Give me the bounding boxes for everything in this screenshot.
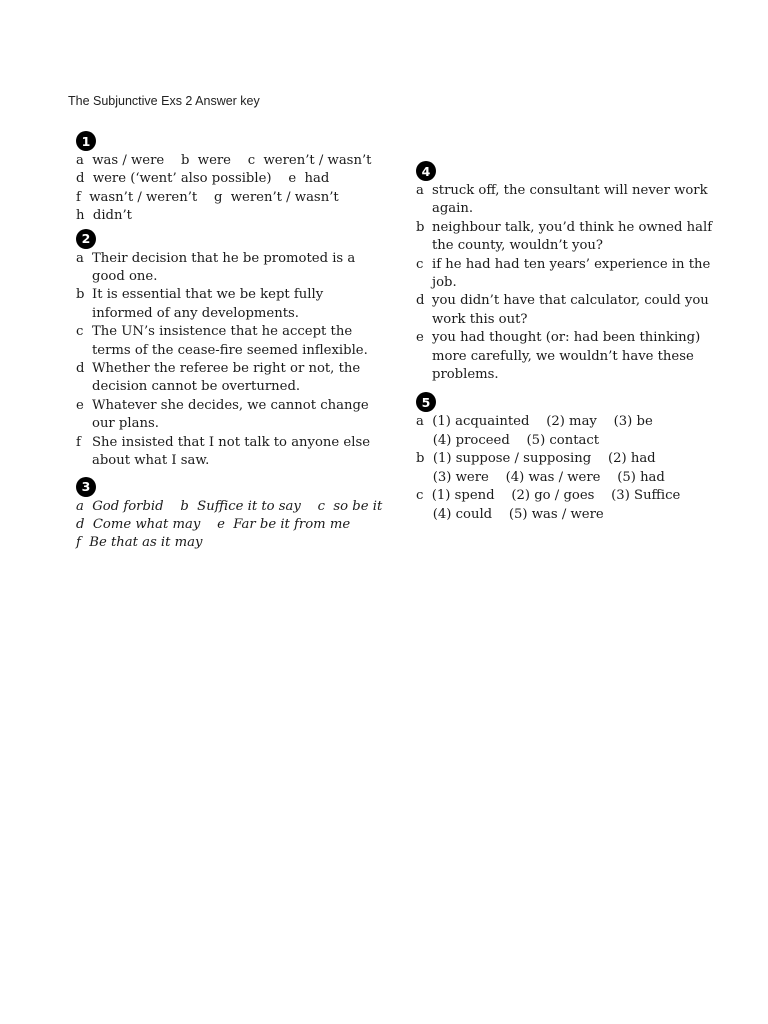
answer-line: d were (‘went’ also possible) e had — [76, 171, 330, 187]
exercise-number-badge: 4 — [416, 161, 436, 181]
item-letter: d — [416, 293, 425, 309]
answer-line: a (1) acquainted (2) may (3) be — [416, 414, 653, 430]
exercise-number-badge: 3 — [76, 477, 96, 497]
exercise-2 — [76, 229, 376, 471]
left-column — [76, 131, 383, 555]
document-title: The Subjunctive Exs 2 Answer key — [68, 94, 260, 108]
answer-line: c (1) spend (2) go / goes (3) Suffice — [416, 488, 681, 504]
item-letter: e — [76, 397, 84, 413]
answer-line: f Be that as it may — [76, 535, 203, 551]
item-text: struck off, the consultant will never work again. — [432, 183, 708, 217]
answer-item — [76, 360, 376, 397]
item-text: The UN’s insistence that he accept the terms of the cease-fire seemed inflexible. — [92, 324, 368, 358]
item-text: It is essential that we be kept fully informed of any developments. — [92, 287, 324, 321]
answer-item — [76, 286, 376, 323]
answer-line: f wasn’t / weren’t g weren’t / wasn’t — [76, 189, 339, 205]
answer-item — [416, 182, 716, 219]
exercise-4 — [416, 161, 716, 384]
exercise-5 — [416, 392, 716, 523]
answer-line: (4) proceed (5) contact — [416, 432, 600, 448]
answer-line: a God forbid b Suffice it to say c so be it — [76, 498, 383, 514]
item-text: if he had had ten years’ experience in the job. — [432, 256, 711, 291]
exercise-1 — [76, 131, 376, 226]
answer-line: (3) were (4) was / were (5) had — [416, 469, 665, 485]
item-text: Their decision that he be promoted is a good one. — [92, 250, 356, 285]
answer-item — [416, 292, 716, 329]
answer-item — [416, 256, 716, 293]
answer-item — [76, 434, 376, 471]
right-column — [416, 161, 716, 526]
answer-line: (4) could (5) was / were — [416, 506, 604, 522]
item-text: Whether the referee be right or not, the decision cannot be overturned. — [92, 361, 361, 395]
item-letter: c — [76, 324, 84, 340]
item-text: Whatever she decides, we cannot change our plans. — [92, 397, 369, 432]
item-letter: d — [76, 361, 85, 377]
item-text: you had thought (or: had been thinking) more carefully, we wouldn’t have these problems. — [432, 330, 701, 383]
exercise-number-badge: 2 — [76, 229, 96, 249]
item-letter: b — [76, 287, 85, 303]
answer-item — [416, 329, 716, 384]
item-letter: a — [416, 183, 424, 198]
answer-item — [416, 219, 716, 256]
answer-item — [76, 397, 376, 434]
exercise-number-badge: 5 — [416, 392, 436, 412]
answer-line: b (1) suppose / supposing (2) had — [416, 451, 656, 467]
item-text: neighbour talk, you’d think he owned half the county, wouldn’t you? — [432, 219, 713, 254]
answer-item — [76, 250, 376, 287]
answer-line: d Come what may e Far be it from me — [76, 516, 351, 532]
answer-line: h didn’t — [76, 208, 132, 224]
item-letter: a — [76, 250, 84, 266]
item-text: She insisted that I not talk to anyone else about what I saw. — [92, 434, 371, 469]
answer-item — [76, 323, 376, 360]
item-letter: b — [416, 219, 425, 235]
item-letter: c — [416, 256, 424, 272]
item-text: you didn’t have that calculator, could you work this out? — [432, 293, 709, 327]
exercise-number-badge: 1 — [76, 131, 96, 151]
item-letter: f — [76, 434, 81, 450]
exercise-3 — [76, 477, 383, 553]
item-letter: e — [416, 330, 424, 346]
answer-line: a was / were b were c weren’t / wasn’t — [76, 153, 372, 168]
